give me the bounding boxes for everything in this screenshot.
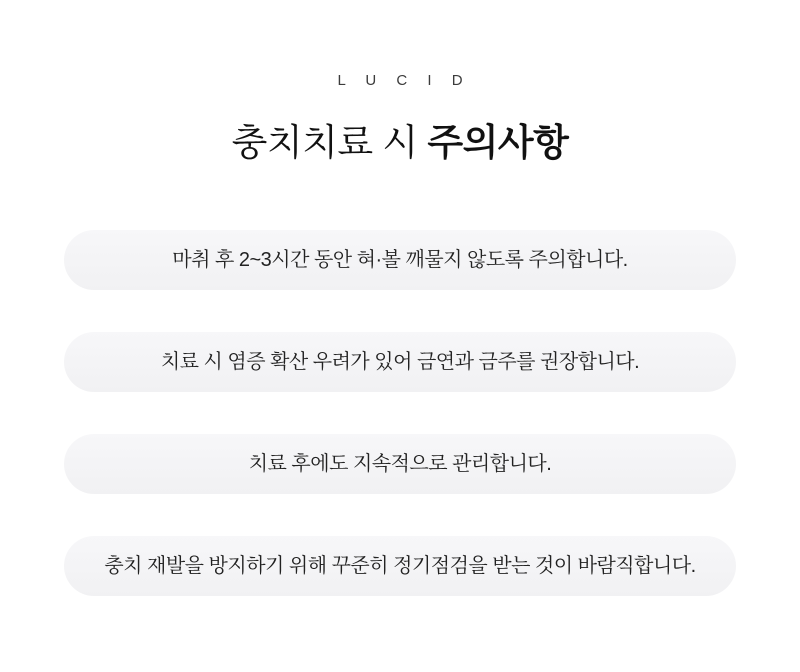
page-title: [0, 119, 800, 167]
notice-text: 치료 후에도 지속적으로 관리합니다.: [248, 453, 552, 475]
notice-pill-continuous-care: [64, 434, 736, 494]
page-title-bold: 주의사항: [427, 122, 569, 163]
notice-text: 충치 재발을 방지하기 위해 꾸준히 정기점검을 받는 것이 바람직합니다.: [104, 555, 696, 577]
brand-logo: L U C I D: [337, 72, 471, 89]
notice-pill-regular-checkup: [64, 536, 736, 596]
notice-text: 마취 후 2~3시간 동안 혀·볼 깨물지 않도록 주의합니다.: [172, 249, 628, 271]
notice-pill-anesthesia: [64, 230, 736, 290]
notice-pill-no-smoking-drinking: [64, 332, 736, 392]
notice-text: 치료 시 염증 확산 우려가 있어 금연과 금주를 권장합니다.: [160, 351, 640, 373]
page-title-regular: 충치치료 시: [231, 122, 428, 163]
